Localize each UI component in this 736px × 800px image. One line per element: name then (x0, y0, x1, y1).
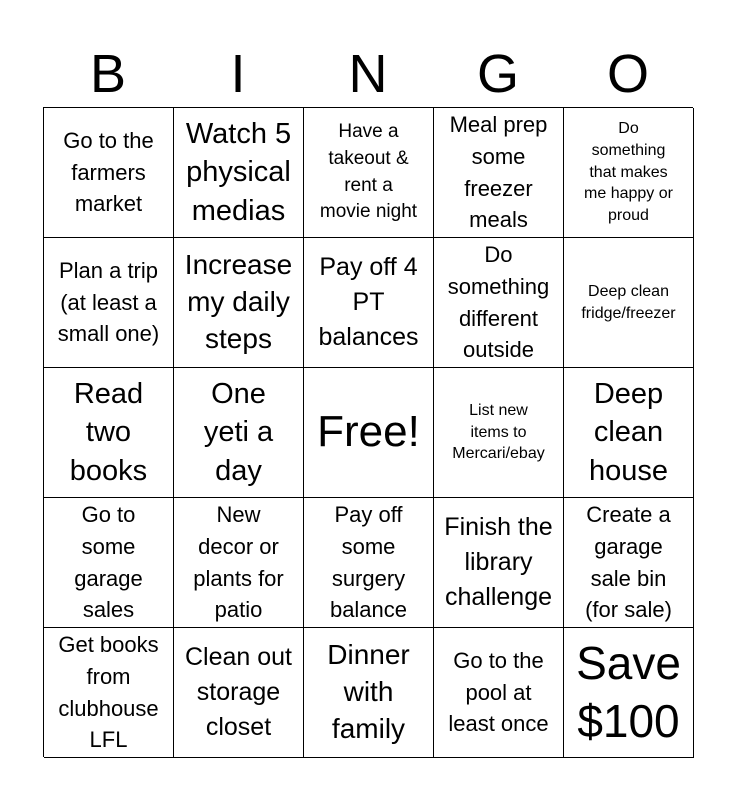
cell-text: Do something that makes me happy or proud (584, 120, 673, 225)
header-letter-g: G (476, 44, 519, 104)
bingo-cell-r5c1[interactable] (44, 628, 174, 758)
bingo-cell-r4c5[interactable] (564, 498, 694, 628)
cell-text: Clean out storage closet (184, 643, 293, 741)
cell-text: Pay off 4 PT balances (318, 253, 419, 351)
bingo-cell-r3c4[interactable] (434, 368, 564, 498)
bingo-cell-r5c2[interactable] (174, 628, 304, 758)
cell-text: Get books from clubhouse LFL (58, 631, 159, 753)
bingo-cell-r4c1[interactable] (44, 498, 174, 628)
cell-text: Increase my daily steps (184, 249, 293, 354)
bingo-cell-r5c4[interactable] (434, 628, 564, 758)
bingo-cell-r2c1[interactable] (44, 238, 174, 368)
cell-text: Deep clean fridge/freezer (581, 282, 676, 322)
bingo-cell-r4c4[interactable] (434, 498, 564, 628)
cell-text: Go to some garage sales (74, 501, 143, 623)
bingo-cell-r2c5[interactable] (564, 238, 694, 368)
header-letter-i: I (230, 44, 246, 104)
bingo-cell-r3c5[interactable] (564, 368, 694, 498)
cell-text: Read two books (69, 378, 148, 487)
cell-text: Do something different outside (447, 241, 550, 363)
bingo-cell-r4c3[interactable] (304, 498, 434, 628)
cell-text: Create a garage sale bin (for sale) (585, 501, 672, 623)
cell-text: Plan a trip (at least a small one) (57, 257, 160, 347)
header-letter-o: O (606, 44, 649, 104)
bingo-cell-r2c4[interactable] (434, 238, 564, 368)
cell-text: Go to the farmers market (63, 127, 154, 217)
bingo-cell-r1c4[interactable] (434, 108, 564, 238)
bingo-cell-r3c1[interactable] (44, 368, 174, 498)
cell-text: Meal prep some freezer meals (449, 111, 548, 233)
bingo-cell-r4c2[interactable] (174, 498, 304, 628)
cell-text: Watch 5 physical medias (185, 118, 292, 227)
cell-text: Dinner with family (327, 639, 410, 744)
bingo-cell-r2c2[interactable] (174, 238, 304, 368)
cell-text: Have a takeout & rent a movie night (319, 121, 418, 223)
bingo-cell-r1c1[interactable] (44, 108, 174, 238)
bingo-cell-r5c5[interactable] (564, 628, 694, 758)
header-letter-b: B (89, 44, 127, 104)
cell-text: List new items to Mercari/ebay (452, 401, 545, 463)
cell-text: Save $100 (576, 637, 681, 747)
bingo-cell-r1c3[interactable] (304, 108, 434, 238)
cell-text: New decor or plants for patio (193, 501, 284, 623)
bingo-cell-r1c2[interactable] (174, 108, 304, 238)
cell-text: One yeti a day (203, 378, 274, 487)
bingo-cell-r5c3[interactable] (304, 628, 434, 758)
bingo-cell-r2c3[interactable] (304, 238, 434, 368)
header-letter-n: N (348, 44, 388, 104)
bingo-cell-r1c5[interactable] (564, 108, 694, 238)
bingo-cell-free[interactable] (304, 368, 434, 498)
bingo-cell-r3c2[interactable] (174, 368, 304, 498)
bingo-header (43, 40, 693, 108)
free-space-text: Free! (317, 407, 420, 457)
cell-text: Go to the pool at least once (448, 647, 549, 737)
bingo-board (43, 107, 693, 757)
cell-text: Pay off some surgery balance (329, 501, 408, 623)
cell-text: Deep clean house (588, 378, 668, 487)
cell-text: Finish the library challenge (444, 513, 553, 611)
